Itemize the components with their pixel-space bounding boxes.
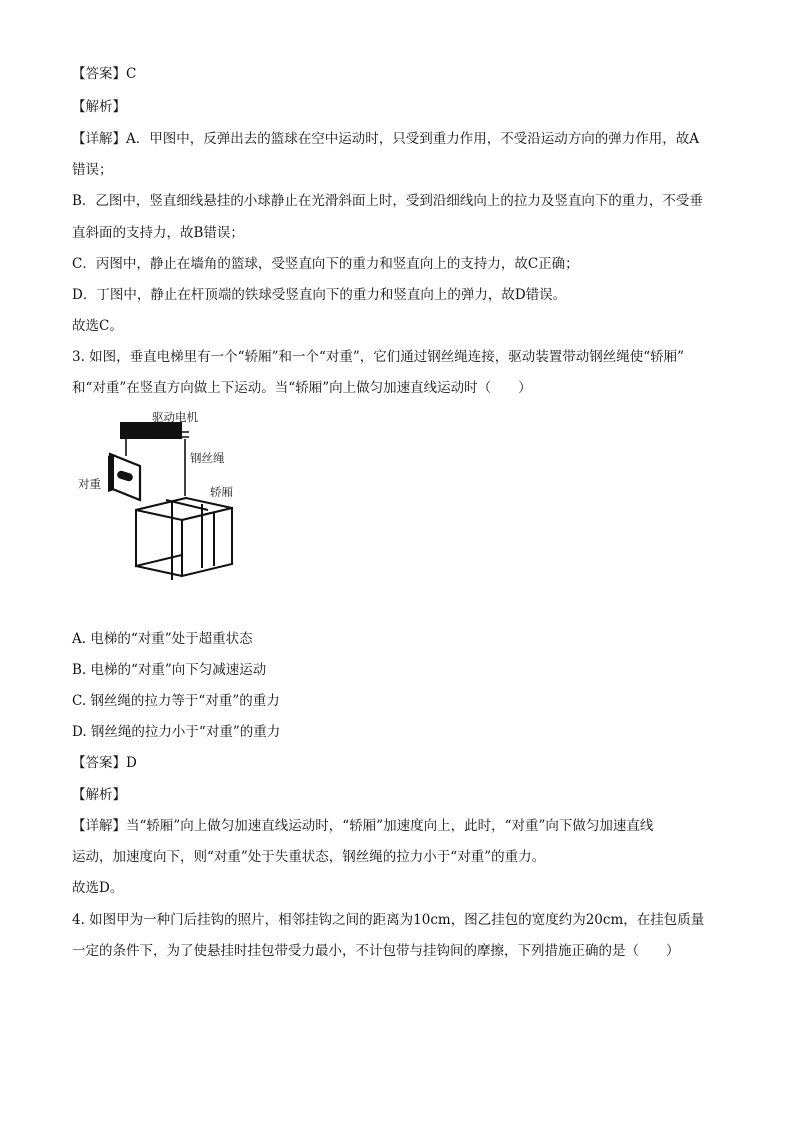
- q3-detail-line: 【详解】当“轿厢”向上做匀加速直线运动时，“轿厢”加速度向上，此时，“对重”向下做匀加速直线: [72, 818, 654, 834]
- q2-answer: 【答案】C: [72, 66, 137, 82]
- q4-stem-line: 4. 如图甲为一种门后挂钩的照片，相邻挂钩之间的距离为10cm，图乙挂包的宽度约为20cm，在挂包质量: [72, 912, 705, 928]
- q3-option-a: A. 电梯的“对重”处于超重状态: [72, 631, 253, 647]
- elevator-diagram: [74, 408, 254, 588]
- q2-detail-line: B．乙图中，竖直细线悬挂的小球静止在光滑斜面上时，受到沿细线向上的拉力及竖直向下的重力，不受垂: [72, 193, 703, 209]
- q2-conclusion: 故选C。: [72, 318, 123, 334]
- rope-label: 钢丝绳: [190, 451, 225, 465]
- q3-answer: 【答案】D: [72, 755, 137, 771]
- counterweight-back: [108, 454, 114, 492]
- q3-analysis-heading: 【解析】: [72, 787, 126, 803]
- q3-stem-line: 和“对重”在竖直方向做上下运动。当“轿厢”向上做匀加速直线运动时（ ）: [72, 380, 532, 396]
- q2-detail-line: 直斜面的支持力，故B错误；: [72, 225, 244, 241]
- q3-option-c: C. 钢丝绳的拉力等于“对重”的重力: [72, 693, 280, 709]
- q3-option-b: B. 电梯的“对重”向下匀减速运动: [72, 662, 267, 678]
- q3-stem-line: 3. 如图，垂直电梯里有一个“轿厢”和一个“对重”，它们通过钢丝绳连接，驱动装置带动钢丝绳使“轿厢”: [72, 349, 685, 365]
- q3-option-d: D. 钢丝绳的拉力小于“对重”的重力: [72, 724, 281, 740]
- car-label: 轿厢: [210, 485, 233, 499]
- q2-detail-line: D．丁图中，静止在杆顶端的铁球受竖直向下的重力和竖直向上的弹力，故D错误。: [72, 287, 567, 303]
- q2-detail-line: 【详解】A．甲图中，反弹出去的篮球在空中运动时，只受到重力作用，不受沿运动方向的弹力作用，故A: [72, 131, 699, 147]
- q2-detail-line: C．丙图中，静止在墙角的篮球，受竖直向下的重力和竖直向上的支持力，故C正确；: [72, 256, 579, 272]
- counterweight-label: 对重: [78, 477, 101, 491]
- car-side: [182, 508, 232, 576]
- q2-analysis-heading: 【解析】: [72, 99, 126, 115]
- q3-conclusion: 故选D。: [72, 880, 124, 896]
- motor-label: 驱动电机: [152, 410, 198, 424]
- q2-detail-line: 错误；: [72, 162, 113, 178]
- q4-stem-line: 一定的条件下，为了使悬挂时挂包带受力最小，不计包带与挂钩间的摩擦，下列措施正确的是（ ）: [72, 943, 680, 959]
- car-edge: [136, 566, 182, 576]
- elevator-figure: [74, 408, 254, 588]
- q3-detail-line: 运动，加速度向下，则“对重”处于失重状态，钢丝绳的拉力小于“对重”的重力。: [72, 849, 546, 865]
